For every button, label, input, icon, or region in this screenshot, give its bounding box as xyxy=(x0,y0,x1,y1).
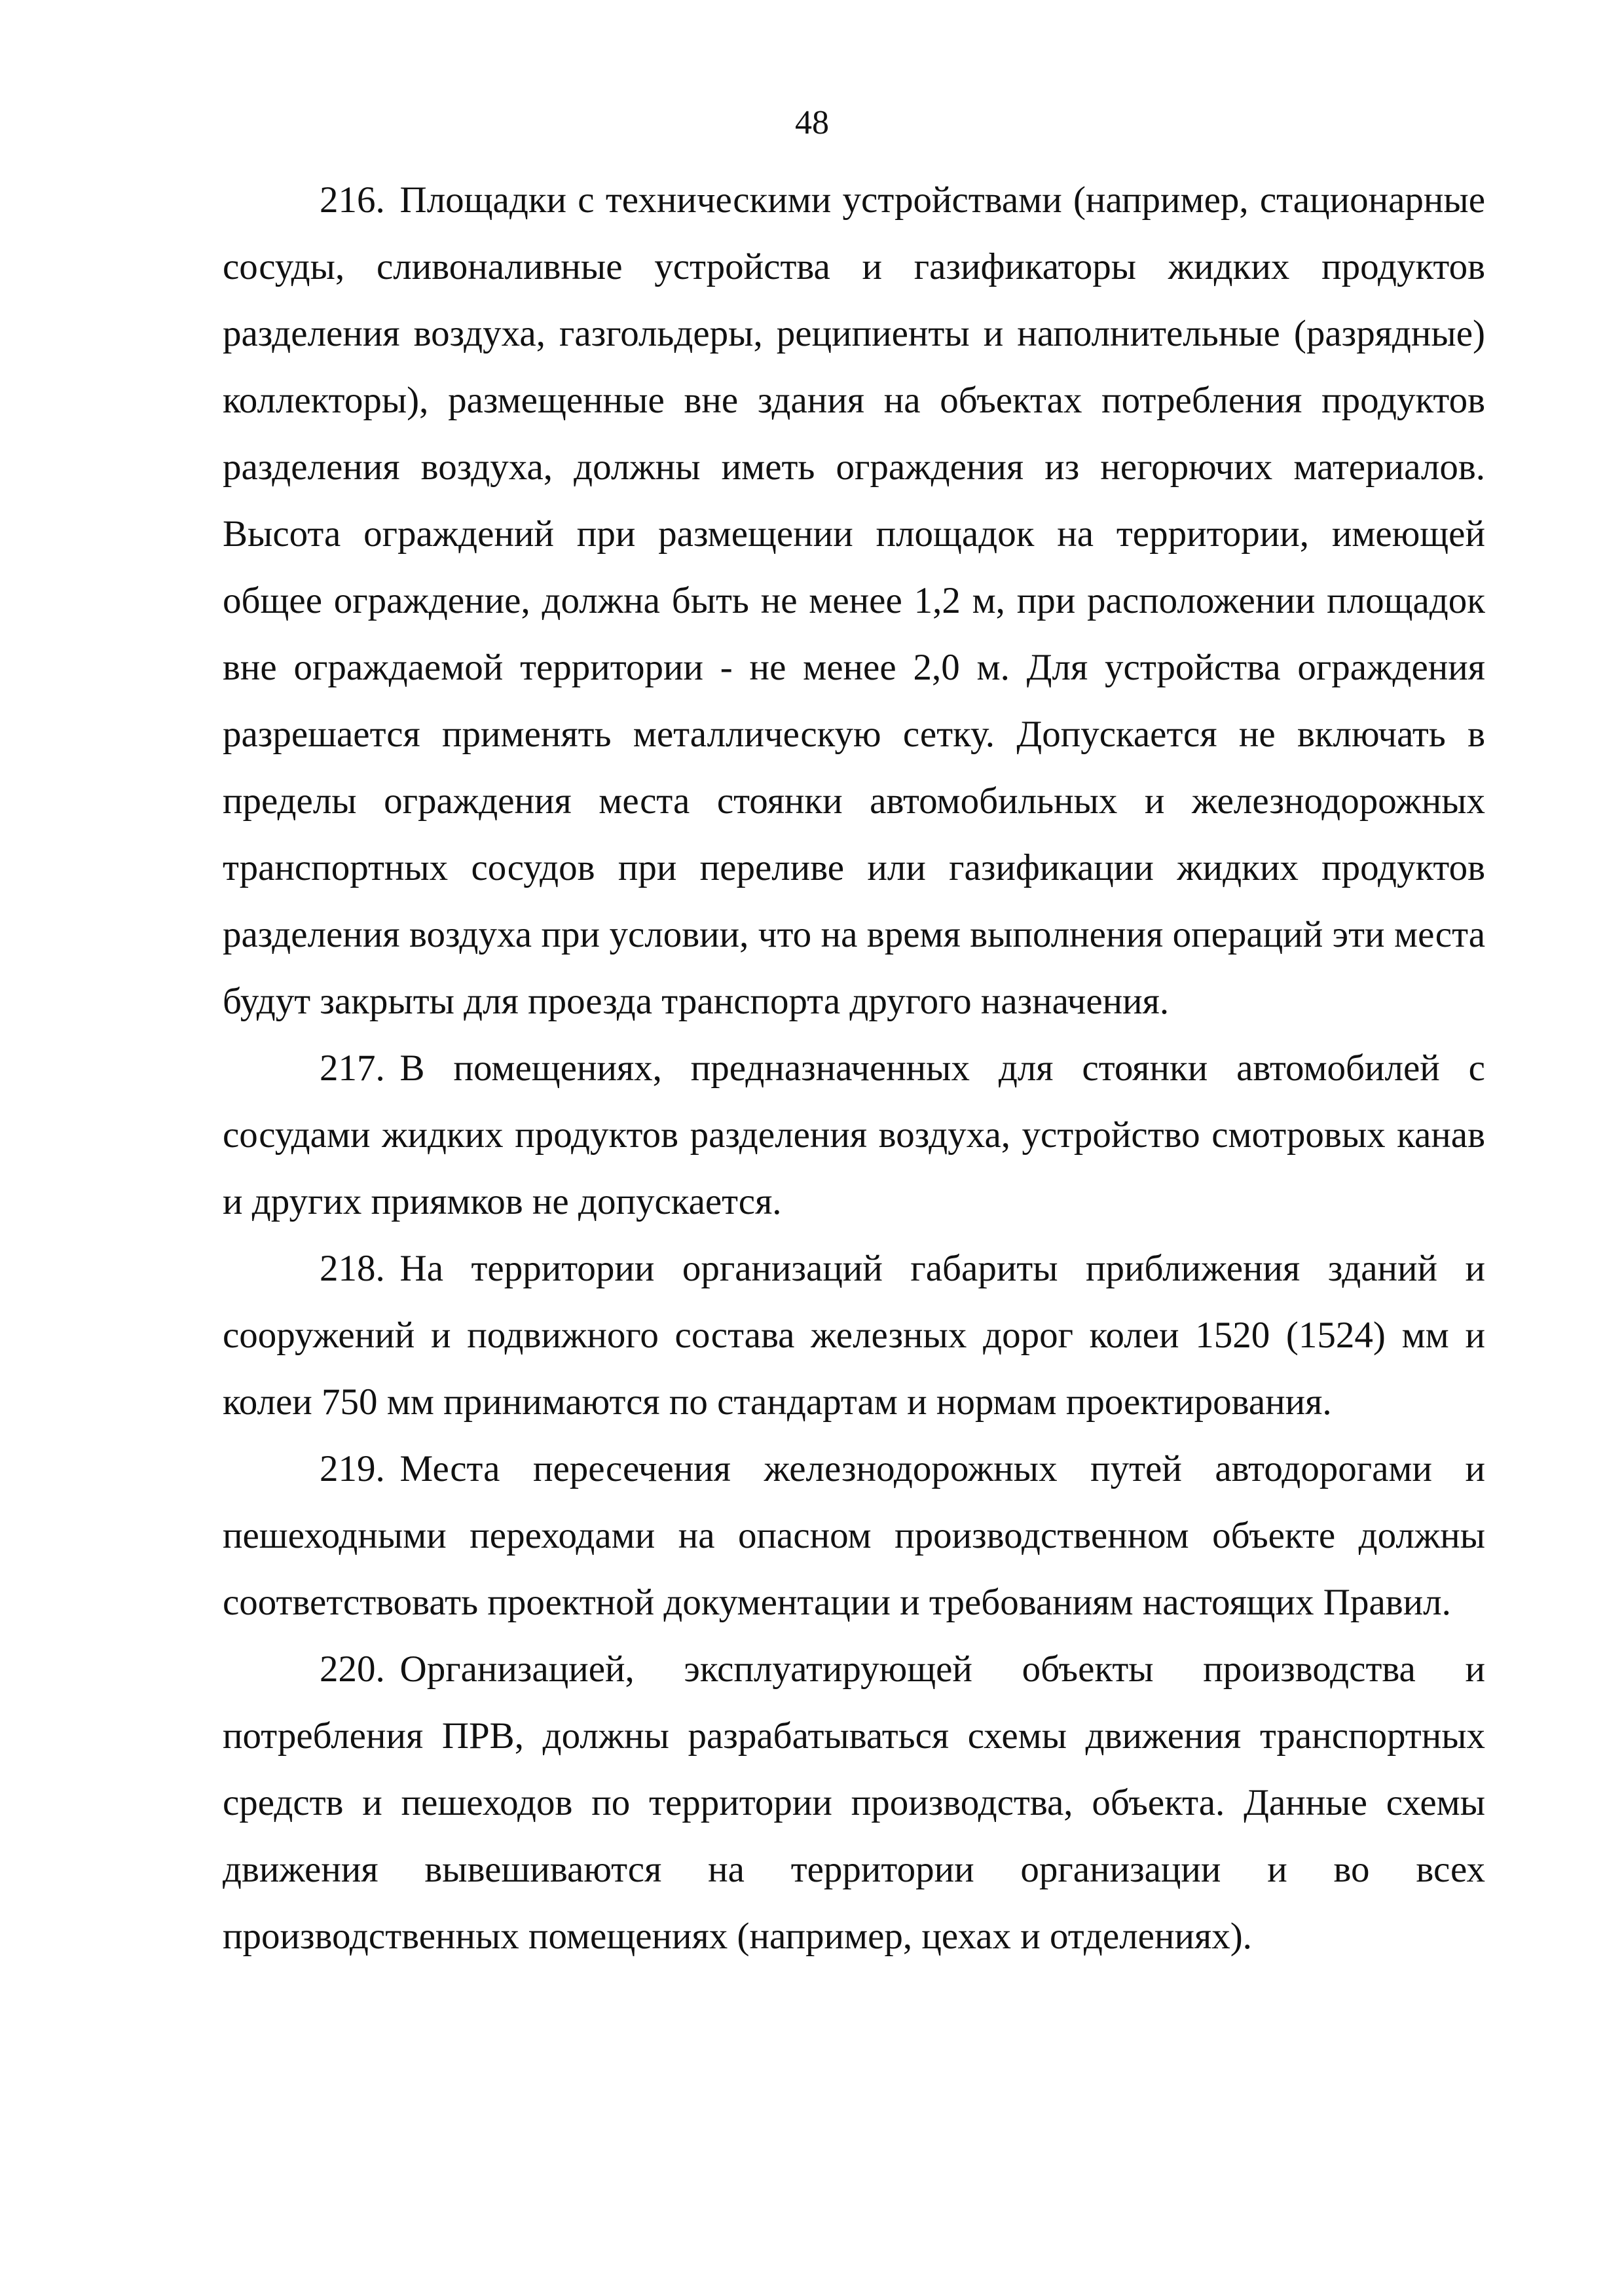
paragraph-218 xyxy=(223,1235,1485,1436)
paragraph-217 xyxy=(223,1035,1485,1235)
paragraph-216 xyxy=(223,167,1485,1035)
paragraph-220 xyxy=(223,1636,1485,1970)
paragraph-text: В помещениях, предназначенных для стоянки автомобилей с сосудами жидких продуктов разделения воздуха, устройство смотровых канав и других приямков не допускается. xyxy=(223,1048,1485,1222)
paragraph-219 xyxy=(223,1436,1485,1636)
paragraph-number: 217. xyxy=(320,1048,385,1089)
paragraph-number: 220. xyxy=(320,1649,385,1690)
paragraph-text: На территории организаций габариты приближения зданий и сооружений и подвижного состава железных дорог колеи 1520 (1524) мм и колеи 750 мм принимаются по стандартам и нормам проектирования. xyxy=(223,1248,1485,1423)
paragraph-text: Площадки с техническими устройствами (например, стационарные сосуды, сливоналивные устройства и газификаторы жидких продуктов разделения воздуха, газгольдеры, реципиенты и наполнительные (разрядные) коллекторы), размещенные вне здания на объектах потребления продуктов разделения воздуха, должны иметь ограждения из негорючих материалов. Высота ограждений при размещении площадок на территории, имеющей общее ограждение, должна быть не менее 1,2 м, при расположении площадок вне ограждаемой территории - не менее 2,0 м. Для устройства ограждения разрешается применять металлическую сетку. Допускается не включать в пределы ограждения места стоянки автомобильных и железнодорожных транспортных сосудов при переливе или газификации жидких продуктов разделения воздуха при условии, что на время выполнения операций эти места будут закрыты для проезда транспорта другого назначения. xyxy=(223,179,1485,1022)
paragraph-number: 219. xyxy=(320,1448,385,1489)
paragraph-number: 218. xyxy=(320,1248,385,1289)
paragraph-text: Места пересечения железнодорожных путей автодорогами и пешеходными переходами на опасном производственном объекте должны соответствовать проектной документации и требованиям настоящих Правил. xyxy=(223,1448,1485,1623)
page-number: 48 xyxy=(795,104,829,141)
document-body xyxy=(223,167,1485,1970)
paragraph-text: Организацией, эксплуатирующей объекты производства и потребления ПРВ, должны разрабатываться схемы движения транспортных средств и пешеходов по территории производства, объекта. Данные схемы движения вывешиваются на территории организации и во всех производственных помещениях (например, цехах и отделениях). xyxy=(223,1649,1485,1957)
paragraph-number: 216. xyxy=(320,179,385,221)
